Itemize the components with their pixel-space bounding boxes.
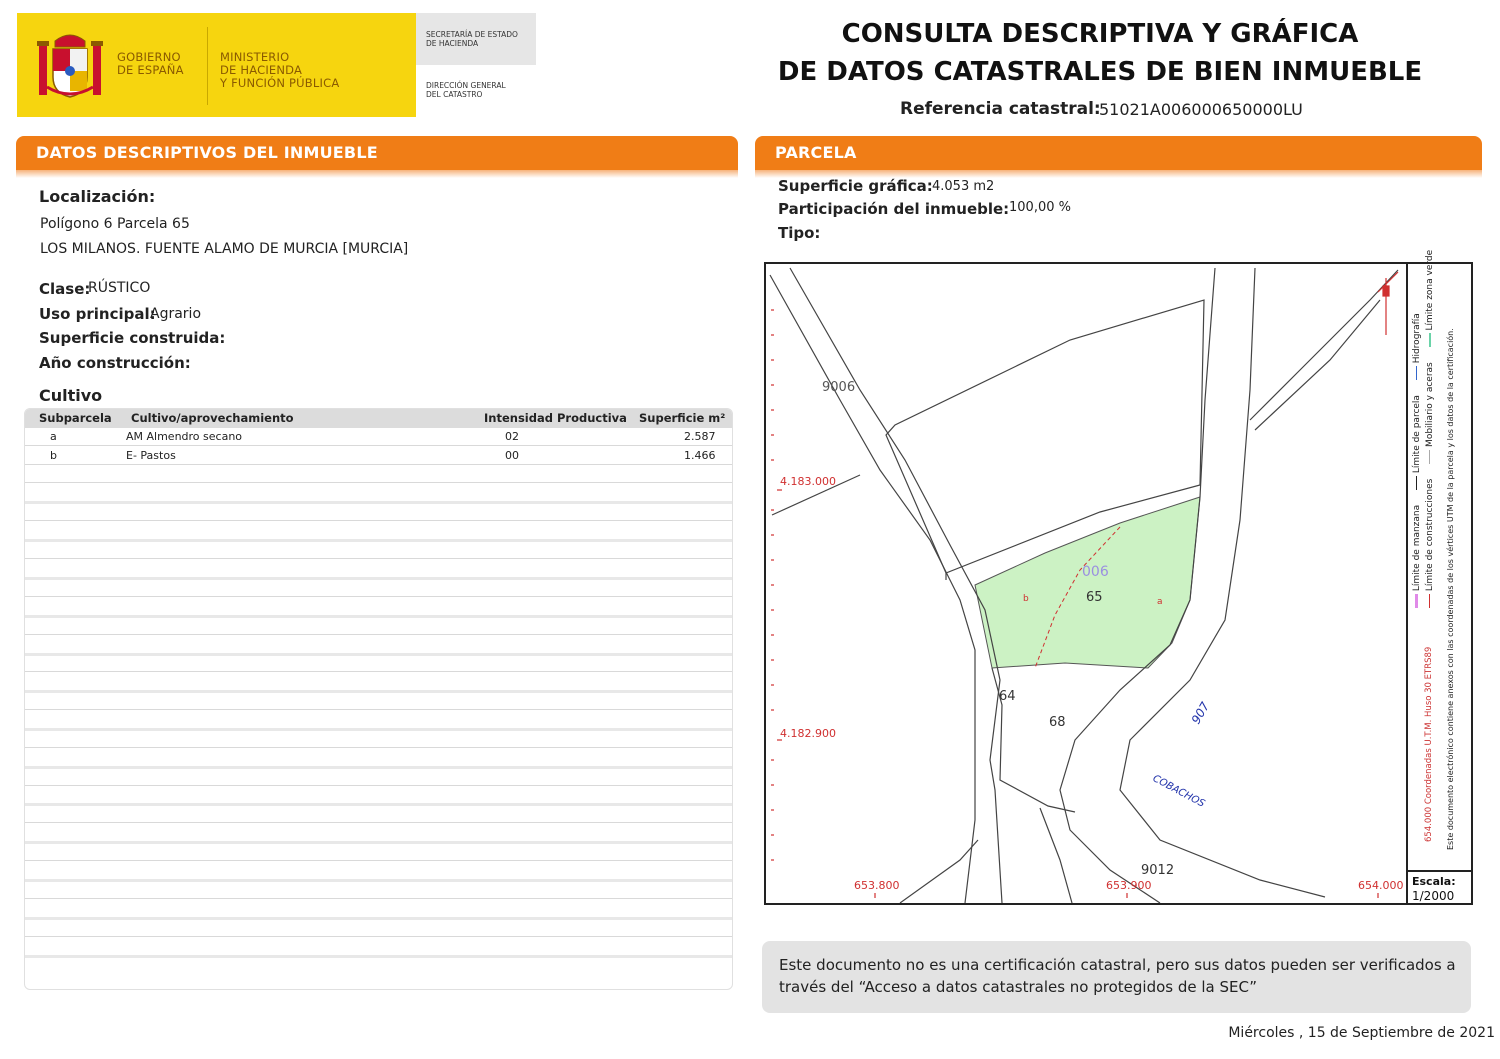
parcela-header — [755, 136, 1482, 170]
map-label-9012: 9012 — [1141, 863, 1175, 878]
legend-limite-construcciones: Límite de construcciones Mobiliario y aceras Límite zona verde — [1425, 250, 1435, 608]
legend-swatch-zona-verde — [1429, 333, 1431, 347]
localizacion-line2: LOS MILANOS. FUENTE ALAMO DE MURCIA [MURCIA] — [40, 241, 409, 257]
col-subparcela: Subparcela — [39, 411, 112, 425]
table-row-divider — [25, 690, 732, 693]
legend-divider — [1406, 262, 1408, 905]
table-row-divider — [25, 860, 732, 861]
legend-swatch-mobiliario — [1429, 450, 1430, 464]
table-row-divider — [25, 898, 732, 899]
row-b-superficie: 1.466 — [684, 449, 716, 462]
map-label-64: 64 — [999, 689, 1016, 704]
table-row-divider — [25, 653, 732, 656]
parcela-title: PARCELA — [775, 143, 857, 162]
map-label-907: 907 — [1188, 699, 1213, 727]
coord-x-653900: 653.900 — [1106, 879, 1152, 892]
scale-box — [1406, 870, 1473, 905]
scale-label: Escala: — [1412, 875, 1456, 888]
parcel-65-shape — [975, 497, 1200, 668]
logo-divider — [207, 27, 208, 105]
legend-swatch-hidrografia — [1416, 366, 1417, 380]
table-row-divider — [25, 596, 732, 597]
map-label-cobachos: COBACHOS — [1150, 773, 1207, 810]
uso-principal-label: Uso principal: — [39, 305, 156, 323]
legend-swatch-construcciones — [1429, 594, 1430, 608]
map-label-subparcel-a: a — [1157, 597, 1163, 607]
parcel-line — [1040, 808, 1072, 903]
table-row-divider — [25, 728, 732, 731]
direccion-general-text: DIRECCIÓN GENERAL DEL CATASTRO — [426, 81, 506, 99]
datos-descriptivos-header — [16, 136, 738, 170]
map-label-68: 68 — [1049, 715, 1066, 730]
scale-value: 1/2000 — [1412, 889, 1455, 903]
map-label-006: 006 — [1082, 564, 1109, 580]
legend-documento-note: Este documento electrónico contiene anexos con las coordenadas de los vértices UTM de la parcela y los datos de la certificación. — [1446, 328, 1455, 850]
row-a-cultivo: AM Almendro secano — [126, 430, 243, 443]
row-a-superficie: 2.587 — [684, 430, 716, 443]
clase-value: RÚSTICO — [88, 280, 151, 296]
row-b-subparcela: b — [50, 449, 57, 462]
superficie-construida-label: Superficie construida: — [39, 329, 226, 347]
row-b-cultivo: E- Pastos — [126, 449, 176, 462]
table-row-divider — [25, 539, 732, 542]
row-b-intensidad: 00 — [505, 449, 519, 462]
table-row-divider — [25, 615, 732, 618]
datos-descriptivos-title: DATOS DESCRIPTIVOS DEL INMUEBLE — [36, 143, 378, 162]
table-row-divider — [25, 558, 732, 559]
table-row-divider — [25, 445, 732, 446]
coord-x-654000: 654.000 — [1358, 879, 1404, 892]
table-row-divider — [25, 803, 732, 806]
legend-swatch-manzana — [1415, 594, 1418, 608]
table-row-divider — [25, 917, 732, 920]
parcel-line — [1255, 300, 1380, 430]
clase-label: Clase: — [39, 280, 91, 298]
col-superficie: Superficie m² — [639, 411, 726, 425]
map-label-65: 65 — [1086, 590, 1103, 605]
localizacion-line1: Polígono 6 Parcela 65 — [40, 216, 190, 232]
row-a-intensidad: 02 — [505, 430, 519, 443]
road-line — [790, 268, 1002, 903]
table-row-divider — [25, 482, 732, 483]
superficie-grafica-value: 4.053 m2 — [932, 179, 995, 194]
referencia-label: Referencia catastral: — [900, 99, 1101, 119]
table-header-row — [25, 409, 732, 428]
document-date: Miércoles , 15 de Septiembre de 2021 — [1228, 1025, 1495, 1041]
table-row-divider — [25, 785, 732, 786]
legend-swatch-parcela — [1416, 476, 1417, 490]
table-row-divider — [25, 520, 732, 521]
col-cultivo: Cultivo/aprovechamiento — [131, 411, 294, 425]
table-row-divider — [25, 577, 732, 580]
north-arrow-icon — [1378, 272, 1398, 335]
table-row-divider — [25, 822, 732, 823]
notice-text: Este documento no es una certificación catastral, pero sus datos pueden ser verificados a través del “Acceso a datos catastrales no protegidos de la SEC” — [779, 956, 1456, 996]
table-row-divider — [25, 766, 732, 769]
referencia-value: 51021A006000650000LU — [1099, 100, 1303, 119]
table-row-divider — [25, 879, 732, 882]
table-row-divider — [25, 955, 732, 958]
tipo-label: Tipo: — [778, 224, 821, 242]
coord-y-4183000: 4.183.000 — [780, 475, 836, 488]
ministry-name: MINISTERIO DE HACIENDA Y FUNCIÓN PÚBLICA — [220, 50, 340, 90]
road-line — [770, 275, 975, 903]
participacion-label: Participación del inmueble: — [778, 200, 1010, 218]
table-row-divider — [25, 747, 732, 748]
table-row-divider — [25, 841, 732, 844]
cadastral-map — [764, 262, 1473, 905]
table-row-divider — [25, 501, 732, 504]
map-label-9006: 9006 — [822, 380, 856, 395]
road-line — [1250, 270, 1398, 420]
table-row-divider — [25, 634, 732, 635]
legend-coordenadas: 654.000 Coordenadas U.T.M. Huso 30 ETRS89 — [1424, 646, 1434, 842]
legend-limite-manzana: Límite de manzana Límite de parcela Hidrografía — [1412, 313, 1422, 608]
table-row-divider — [25, 464, 732, 465]
table-row-divider — [25, 671, 732, 672]
uso-principal-value: Agrario — [150, 306, 202, 322]
verification-notice — [762, 941, 1471, 1013]
section-header-fade — [16, 170, 738, 178]
government-logo-block — [17, 13, 416, 117]
col-intensidad: Intensidad Productiva — [484, 411, 627, 425]
coord-y-4182900: 4.182.900 — [780, 727, 836, 740]
document-title: CONSULTA DESCRIPTIVA Y GRÁFICA DE DATOS CATASTRALES DE BIEN INMUEBLE — [777, 19, 1423, 87]
government-name: GOBIERNO DE ESPAÑA — [117, 50, 184, 77]
coat-of-arms-icon — [35, 27, 105, 103]
localizacion-label: Localización: — [39, 187, 156, 206]
superficie-grafica-label: Superficie gráfica: — [778, 177, 933, 195]
map-drawing — [766, 264, 1406, 903]
table-row-divider — [25, 936, 732, 937]
table-row-divider — [25, 709, 732, 710]
row-a-subparcela: a — [50, 430, 57, 443]
coord-x-653800: 653.800 — [854, 879, 900, 892]
participacion-value: 100,00 % — [1009, 200, 1071, 215]
cultivo-table — [24, 408, 733, 990]
map-label-subparcel-b: b — [1023, 594, 1029, 604]
secretaria-block — [416, 13, 536, 65]
cultivo-title: Cultivo — [39, 386, 103, 405]
secretaria-text: SECRETARÍA DE ESTADO DE HACIENDA — [426, 30, 518, 48]
anio-construccion-label: Año construcción: — [39, 354, 191, 372]
